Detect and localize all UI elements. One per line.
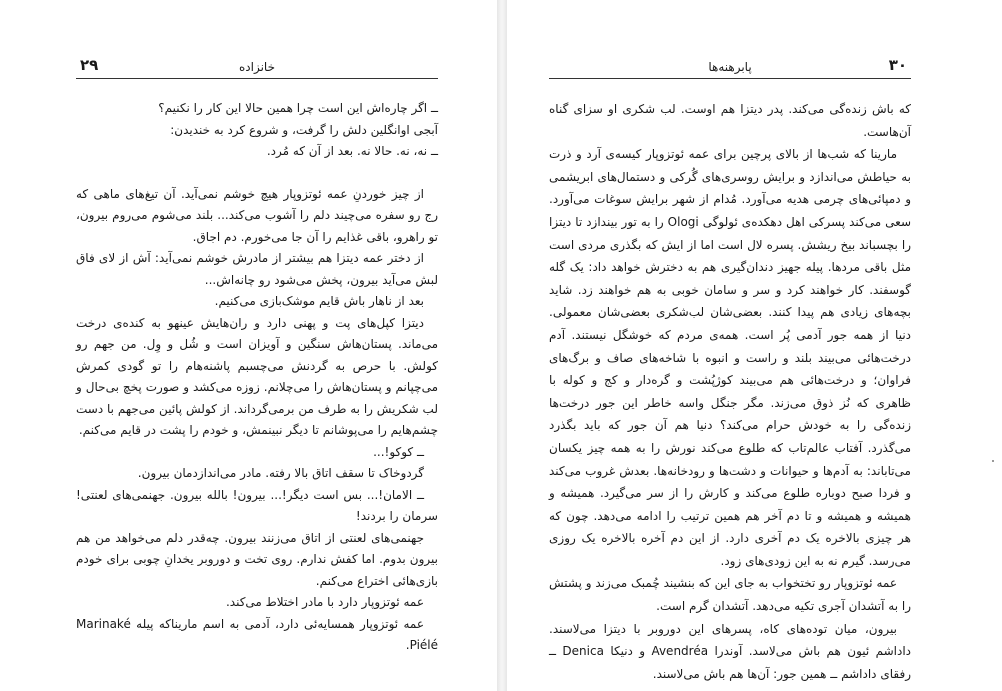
right-page-body	[549, 98, 911, 685]
right-running-title: پابرهنه‌ها	[708, 60, 752, 74]
right-page-number: ۳۰	[888, 56, 907, 74]
book-gutter	[497, 0, 507, 691]
left-running-title: خانزاده	[239, 60, 275, 74]
paragraph: بیرون، میان توده‌های کاه، پسرهای این دوروبر با دیتزا می‌لاسند. داداشم ئیون هم باش می‌لاسد. آوندرا Avendréa و دنیکا Denica ــ رفقای داداشم ــ همین جور: آن‌ها هم باش می‌لاسند.	[549, 621, 911, 681]
paragraph: ــ اگر چاره‌اش این است چرا همین حالا این کار را نکنیم؟	[158, 101, 438, 115]
left-page-number: ۲۹	[80, 56, 99, 74]
right-page	[507, 0, 1002, 691]
paragraph: ــ الامان!... بس است دیگر!... بیرون! بالله بیرون. جهنمی‌های لعنتی! سرمان را بردند!	[76, 487, 438, 523]
left-page	[0, 0, 497, 691]
paragraph: ــ کوکو!...	[373, 444, 424, 459]
paragraph: عمه ئوتزوپار رو تختخواب به جای این که بنشیند چُمبک می‌زند و پشتش را به آتشدان آجری تکیه می‌دهد. آتشدان گرم است.	[548, 576, 911, 614]
section-break	[76, 163, 438, 184]
paragraph: آبجی اوانگلین دلش را گرفت، و شروع کرد به خندیدن:	[170, 122, 438, 137]
paragraph: عمه ئوتزوپار دارد با مادر اختلاط می‌کند.	[225, 595, 424, 609]
paragraph: دیتزا کپل‌های پت و پهنی دارد و ران‌هایش عینهو به کنده‌ی درخت می‌ماند. پستان‌هاش سنگین و آویزان است و شُل و وِل. من جهم رو کولش. با حرص به گردنش می‌چسبم پاشنه‌هام را تو گودی کمرش می‌چپانم و پستان‌هاش را می‌چلانم. زوزه می‌کشد و صورت پخچ بی‌حال و لب شکریش را به طرف من برمی‌گرداند. از کولش پائین می‌جهم با دست چشم‌هایم را می‌پوشانم تا دیگر نبینمش، و خودم را پشت در قایم می‌کنم.	[76, 315, 438, 437]
paragraph: بعد از ناهار باش قایم موشک‌بازی می‌کنیم.	[214, 294, 424, 308]
left-page-body	[76, 98, 438, 657]
paragraph: مارینا که شب‌ها از بالای پرچین برای عمه ئوتزوپار کیسه‌ی آرد و ذرت به حیاطش می‌اندازد و برایش روسری‌های گُرکی و دستمال‌های ابریشمی و دمپائی‌های چرمی هدیه می‌آورد. مُدام از شهر برایش سوغات می‌آورد. سعی می‌کند پسرکی اهل دهکده‌ی ئولوگی Ologi را به تور بیندازد تا دیتزا را بچسباند بیخ ریشش. پسره لال است اما از ایش که بگذری مردی است مثل باقی مردها. پیله جهیز دندان‌گیری هم به دخترش خواهد داد: یک گله گوسفند. کار خواهند کرد و سر و سامان خوبی به هم خواهند زد. شاید بچه‌های زیادی هم پیدا کنند. بعضی‌شان لب‌شکری بعضی‌شان معمولی. دنیا از همه جور آدمی پُر است. همه‌ی مردم که خوشگل نیستند. آدم درخت‌هائی می‌بیند بلند و راست و انبوه با شاخه‌های صاف و برگ‌های فراوان؛ و درخت‌هائی هم می‌بیند کوژپُشت و گره‌دار و کج و کوله با ظاهری که نُز ذوق می‌زند. مگر جنگل واسه خاطر این جور درخت‌ها زنده‌گی را به خودش حرام می‌کند؟ دنیا هم آن جور که باید بگذرد می‌گذرد. آفتاب عالم‌تاب که طلوع می‌کند نورش را به همه چیز یکسان می‌تاباند: به آدم‌ها و حیوانات و دشت‌ها و رودخانه‌ها. بعدش غروب می‌کند و فردا صبح دوباره طلوع می‌کند و کارش را از سر می‌گیرد. همیشه و همیشه و همیشه و تا دم آخر هم همین ترتیب را ادامه می‌دهد. چون که هر چیزی بالاخره یک دم آخری دارد. از این دم آخره بالاخره یک روزی می‌رسد. گیرم نه به این زودی‌های زود.	[549, 147, 911, 568]
paragraph: ــ نه، نه. حالا نه. بعد از آن که مُرد.	[266, 144, 438, 158]
right-page-header	[549, 56, 911, 79]
paragraph: از دختر عمه دیتزا هم بیشتر از مادرش خوشم نمی‌آید: آش از لای فاق لبش می‌آید بیرون، پخش می‌شود رو چانه‌اش...	[76, 251, 438, 287]
paragraph: عمه ئوتزوپار همسایه‌ئی دارد، آدمی به اسم مارینا‌که پیله Marinaké Piélé.	[76, 616, 438, 652]
paragraph: گردوخاک تا سقف اتاق بالا رفته. مادر می‌اندازدمان بیرون.	[137, 466, 424, 480]
scroll-indicator	[992, 460, 994, 462]
paragraph: که باش زنده‌گی می‌کند. پدر دیتزا هم اوست. لب شکری او سزای گناه آن‌هاست.	[549, 102, 911, 139]
left-page-header	[76, 56, 438, 79]
paragraph: از چیز خوردنِ عمه ئوتزوپار هیچ خوشم نمی‌آید. آن تیغ‌های ماهی که رج رو سفره می‌چیند دلم را آشوب می‌کند... بلند می‌شوم می‌روم بیرون، تو راهرو، باقی غذایم را آن جا می‌خورم. دم اجاق.	[76, 186, 438, 244]
paragraph: جهنمی‌های لعنتی از اتاق می‌زنند بیرون. چه‌قدر دلم می‌خواهد من هم بیرون بدوم. اما کفش ندارم. روی تخت و دوروبر یخدانِ چوبی برای خودم بازی‌هائی اختراع می‌کنم.	[76, 530, 438, 588]
